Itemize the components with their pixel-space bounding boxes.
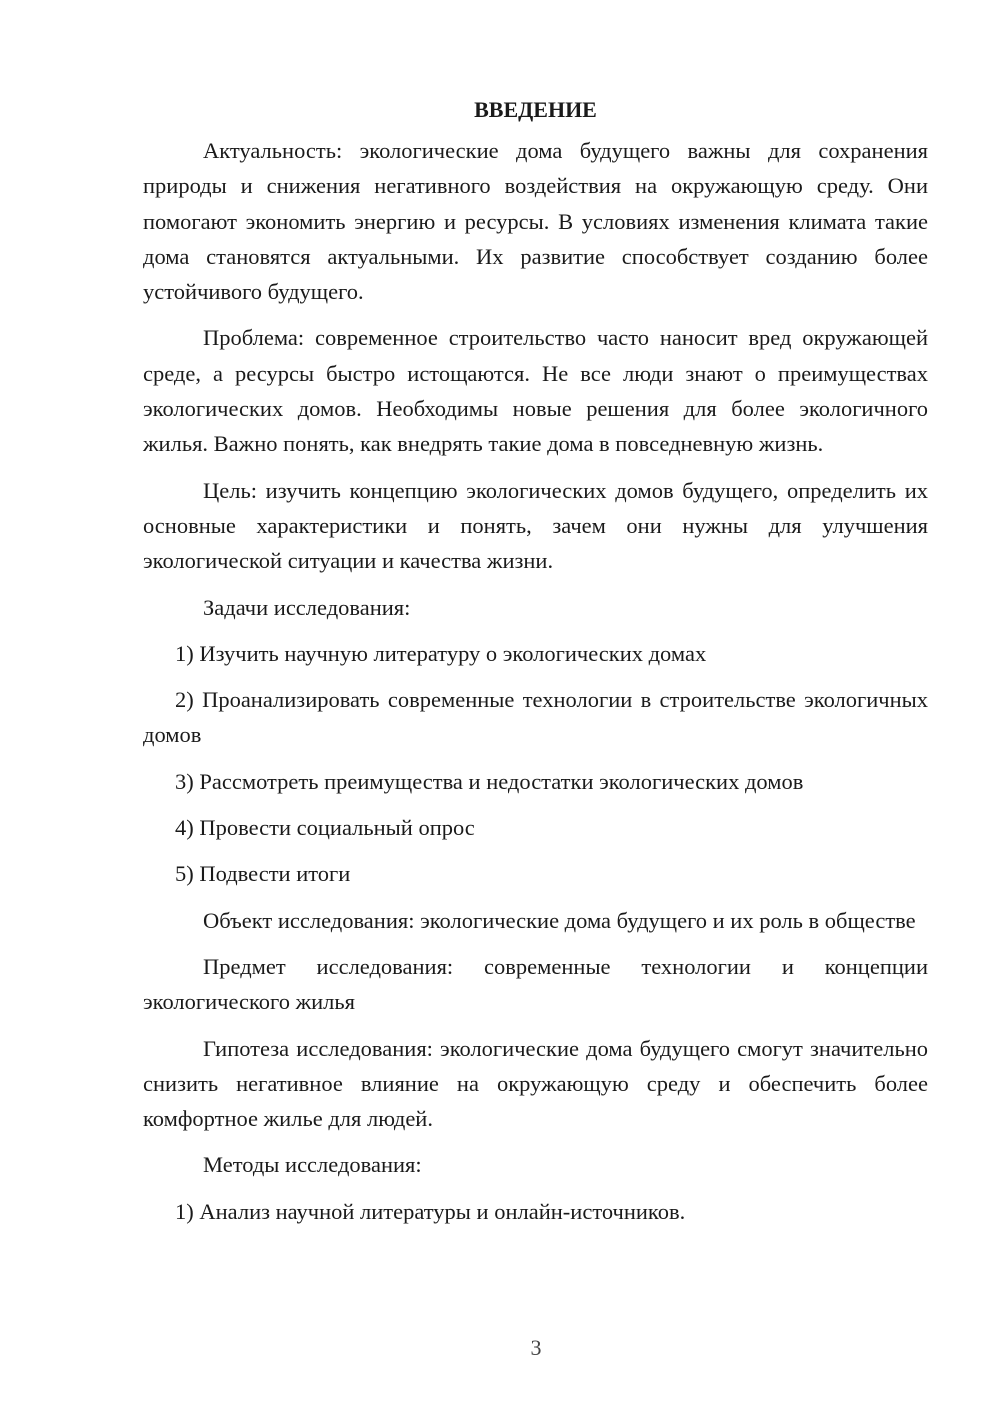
- page-number: 3: [530, 1335, 542, 1360]
- task-item: 4) Провести социальный опрос: [175, 815, 475, 841]
- task-item: 1) Изучить научную литературу о экологических домах: [175, 640, 707, 666]
- goal-paragraph: Цель: изучить концепцию экологических домов будущего, определить их основные характеристики и понять, зачем они нужны для улучшения экологической ситуации и качества жизни.: [143, 477, 928, 574]
- relevance-paragraph: Актуальность: экологические дома будущего важны для сохранения природы и снижения негативного воздействия на окружающую среду. Они помогают экономить энергию и ресурсы. В условиях изменения климата такие дома становятся актуальными. Их развитие способствует созданию более устойчивого будущего.: [143, 138, 928, 305]
- tasks-title: Задачи исследования:: [203, 594, 411, 620]
- task-item: 5) Подвести итоги: [175, 861, 351, 887]
- object-paragraph: Объект исследования: экологические дома будущего и их роль в обществе: [203, 907, 916, 933]
- document-page: [143, 94, 928, 1240]
- task-item: 3) Рассмотреть преимущества и недостатки экологических домов: [175, 768, 804, 794]
- problem-paragraph: Проблема: современное строительство часто наносит вред окружающей среде, а ресурсы быстро истощаются. Не все люди знают о преимуществах экологических домов. Необходимы новые решения для более экологичного жилья. Важно понять, как внедрять такие дома в повседневную жизнь.: [143, 325, 928, 457]
- methods-title: Методы исследования:: [203, 1152, 422, 1178]
- method-item: 1) Анализ научной литературы и онлайн-источников.: [175, 1198, 686, 1224]
- task-item: 2) Проанализировать современные технологии в строительстве экологичных домов: [143, 687, 928, 748]
- page-title: ВВЕДЕНИЕ: [474, 97, 597, 122]
- hypothesis-paragraph: Гипотеза исследования: экологические дома будущего смогут значительно снизить негативное влияние на окружающую среду и обеспечить более комфортное жилье для людей.: [143, 1035, 928, 1132]
- subject-paragraph: Предмет исследования: современные технологии и концепции экологического жилья: [143, 953, 928, 1015]
